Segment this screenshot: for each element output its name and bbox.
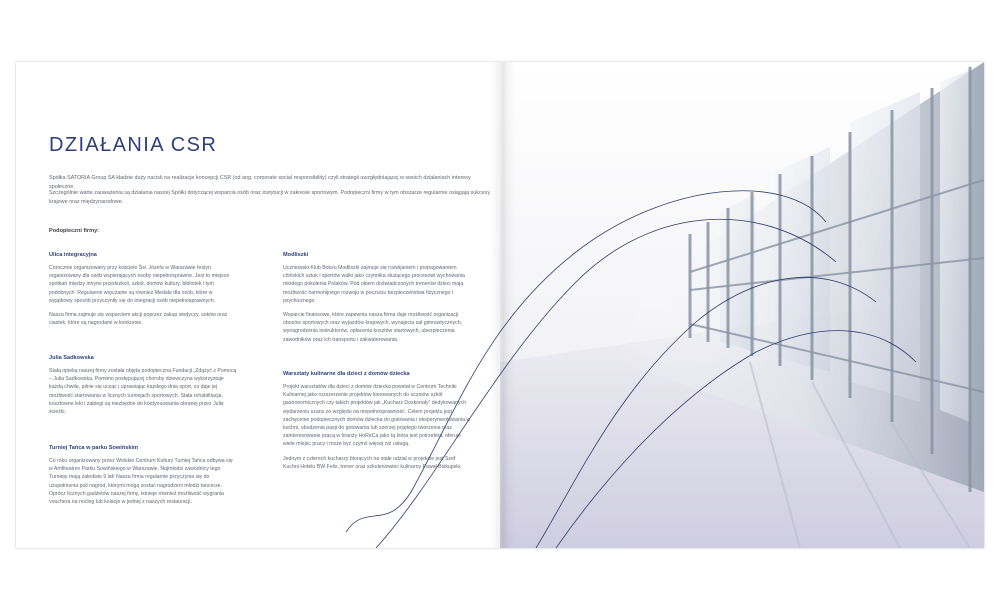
section-turniej-tanca (49, 445, 237, 512)
section-warsztaty-kulinarne (283, 371, 471, 477)
section-heading: Warsztaty kulinarne dla dzieci z domów dziecka (283, 371, 410, 377)
section-heading: Modliszki (283, 252, 309, 258)
intro-paragraph: Spółka SATORIA Group SA kładzie duży nacisk na realizacje koncepcji CSR (od ang. corporate social responsibility) czyli strategii uwzględniającej w swoich działaniach interesy społeczne. (49, 175, 471, 190)
section-paragraph: Uczniowski Klub Boksu Modliszki zajmuje się rozwijaniem i propagowaniem chińskich sztuk i sportów walki jako czynnika służącego procesowi wychowania młodego pokolenia Polaków. Pod okiem doświadczonych trenerów dzieci mają możliwość harmonijnego rozwoju w poczuciu bezpieczeństwa fizycznego i psychicznego. (283, 265, 465, 304)
intro-paragraph: Szczególnie warte zauważenia są działania naszej Spółki dotyczącej wsparcia osób oraz instytucji w zakresie sportowym. Podopieczni firmy w tym obszarze regularnie osiągają sukcesy krajowe oraz międzynarodowe. (49, 190, 491, 205)
section-ulica-integracyjna (49, 252, 237, 333)
glass-corridor-photo (500, 62, 984, 548)
section-julia-sadkowska (49, 355, 237, 422)
section-paragraph: Wsparcie finansowe, które zapewnia nasza firma daje możliwość organizacji obozów sportowych oraz wyjazdów krajowych, wynajęcia sal gimnastycznych, wynagrodzenia instruktorów, opłacenia kosztów startowych, ubezpieczenia zawodników oraz ich transportu i zakwaterowania. (283, 312, 463, 343)
section-paragraph: Jednym z czterech kucharzy biorących na stałe udział w projekcie jest Szef Kuchni Hotelu BW Felix, trener oraz szkoleniowiec kulinarny Paweł Biskupski. (283, 455, 462, 470)
left-page (16, 62, 500, 548)
section-modliszki (283, 252, 471, 350)
section-heading: Julia Sadkowska (49, 355, 94, 361)
section-paragraph: Nasza firma zajmuje się wsparciem akcji poprzez zakup słodyczy, soków oraz ciastek, które są nagrodami w konkursie. (49, 312, 228, 327)
right-page-photo (500, 62, 984, 548)
brochure-spread (16, 62, 984, 548)
section-heading: Ulica integracyjna (49, 252, 97, 258)
section-paragraph: Stałą opieką naszej firmy została objęta podopieczna Fundacji „Zdążyć z Pomocą – Julia Sadkowska. Pomimo postępującej choroby dziewczyna wykorzystuje każdą chwilę, pilnie się ucząc i uprawiając każdego dnia sport, co daje jej możliwość startowania w licznych turniejach sportowych. Stała rehabilitacja, kosztowne leki i zabiegi są niezbędne do kontynuowania obranej przez Julię ścieżki. (49, 368, 237, 416)
section-heading: Turniej Tańca w parku Sowińskim (49, 445, 139, 451)
wards-heading: Podopieczni firmy: (49, 228, 100, 234)
section-paragraph: Projekt warsztatów dla dzieci z domów dziecka powstał w Centrum Techniki Kulinarnej jako rozszerzenie projektów kierowanych do uczniów szkół gastronomicznych czy takich projektów jak „Kucharz Doskonały” dedykowanych wydarzeniu szans ze względu na niepełnosprawność. Celem projektu jest zachęcenie podopiecznych domów dziecka do gotowania i eksperymentowania w kuchni, obudzenia pasji do gotowania lub szerzej pojętego tworzenia oraz zainteresowanie pracą w branży HoReCa jako tą która jest potrzebna, oferuje wiele miejsc pracy i może być czymś więcej niż usługą. (283, 384, 471, 448)
section-paragraph: Corocznie organizowany przy kościele Św. Józefa w Warszawie festyn organizowany dla osób wspierających osoby niepełnosprawne. Jest to miejsce spotkań między innymi przedszkoli, szkół, domów kultury, bibliotek i tym podobnych. Regularnie wręczanie są również Medale dla osób, które w wyjątkowy sposób przyczyniły się do integracji osób niepełnosprawnych. (49, 265, 230, 304)
section-paragraph: Co roku organizowany przez Wolskie Centrum Kultury Turniej Tańca odbywa się w Amfiteatrze Parku Sowińskiego w Warszawie. Najmłodsi zawodnicy tego Turnieju mają zaledwie 9 lat! Nasza firma regularnie przyczynia się do uzupełnienia puli nagród, którymi mogą zostać nagrodzeni młodzi tancerze. Oprócz licznych gadżetów naszej firmy, istnieje również możliwość wygrania vouchera na nocleg lub kolacje w jednej z naszych restauracji. (49, 458, 233, 506)
page-title: DZIAŁANIA CSR (49, 134, 218, 156)
